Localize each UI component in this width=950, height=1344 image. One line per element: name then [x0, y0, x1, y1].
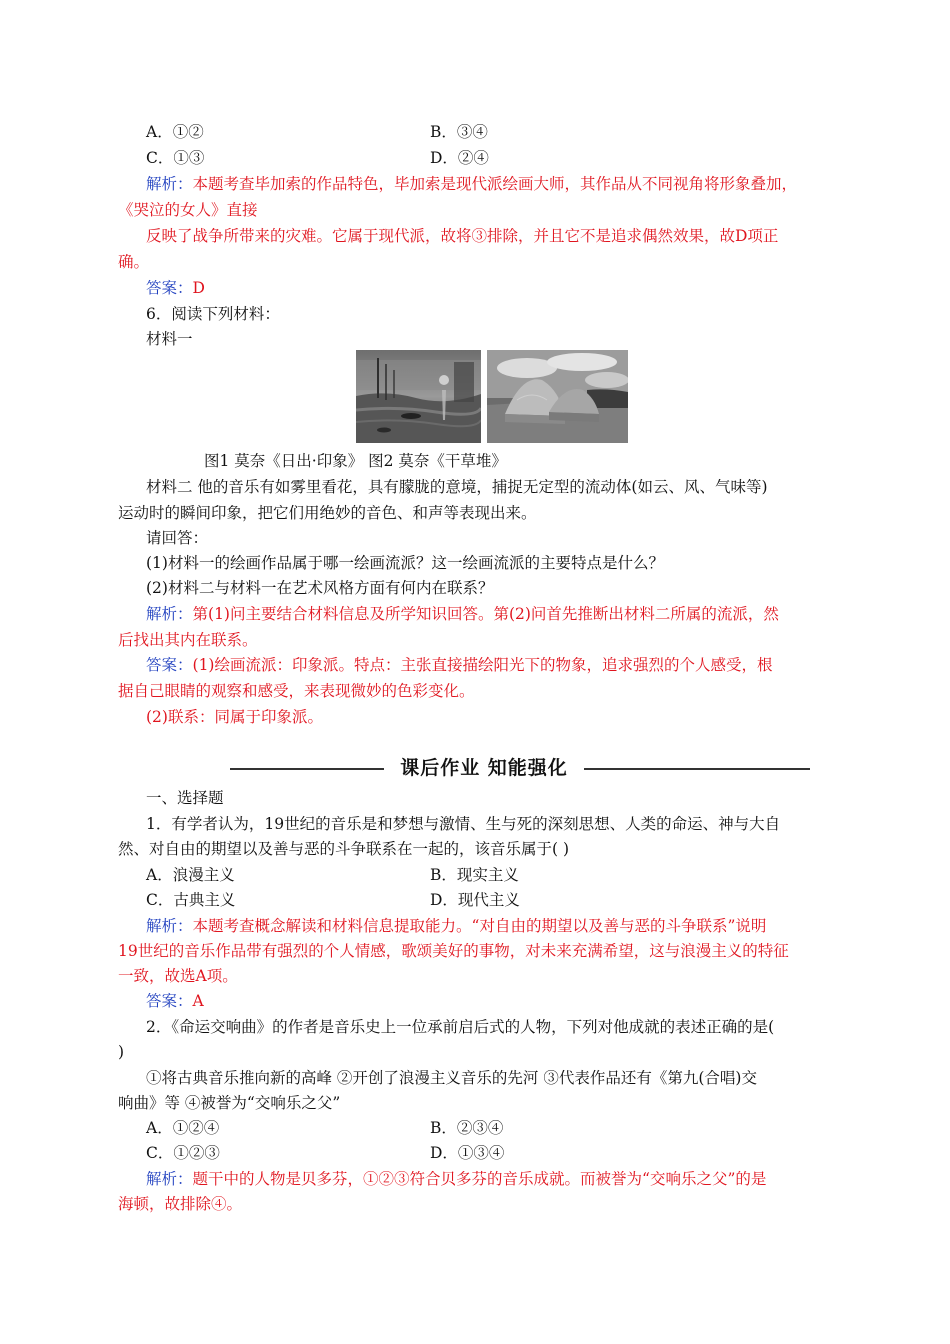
h1-analysis-line: 一致，故选A项。	[118, 967, 238, 985]
h1-stem: 然、对自由的期望以及善与恶的斗争联系在一起的，该音乐属于( )	[118, 840, 570, 858]
answer-label: 答案：	[146, 279, 193, 297]
q5-analysis-line: 反映了战争所带来的灾难。它属于现代派，故将③排除，并且它不是追求偶然效果，故D项正	[146, 227, 779, 245]
h2-stem: )	[118, 1043, 125, 1061]
h2-items: 响曲》等 ④被誉为“交响乐之父”	[118, 1094, 341, 1112]
analysis-text: 第(1)问主要结合材料信息及所学知识回答。第(2)问首先推断出材料二所属的流派，然	[192, 605, 779, 623]
q6-analysis-line	[146, 604, 779, 624]
q6-analysis-line: 后找出其内在联系。	[118, 631, 258, 649]
h1-option-c: C．古典主义	[146, 891, 236, 909]
h2-analysis-line	[146, 1169, 766, 1189]
answer-label: 答案：	[146, 992, 193, 1010]
q6-subquestion-1: (1)材料一的绘画作品属于哪一绘画流派？这一绘画流派的主要特点是什么？	[146, 554, 664, 572]
q6-material2: 材料二 他的音乐有如雾里看花，具有朦胧的意境，捕捉无定型的流动体(如云、风、气味等)	[146, 478, 768, 496]
q6-material1-label: 材料一	[146, 330, 193, 348]
analysis-label: 解析：	[146, 175, 193, 193]
h1-answer	[146, 991, 204, 1011]
q6-answer-line: (2)联系：同属于印象派。	[146, 708, 323, 726]
answer-value: D	[192, 279, 205, 297]
q6-answer-line: 据自己眼睛的观察和感受，来表现微妙的色彩变化。	[118, 682, 475, 700]
analysis-text: 题干中的人物是贝多芬，①②③符合贝多芬的音乐成就。而被誉为“交响乐之父”的是	[192, 1170, 767, 1188]
q5-answer	[146, 278, 205, 298]
banner-rule-left	[230, 768, 384, 770]
analysis-label: 解析：	[146, 605, 193, 623]
answer-label: 答案：	[146, 656, 193, 674]
h1-option-d: D．现代主义	[430, 891, 520, 909]
analysis-label: 解析：	[146, 917, 193, 935]
q5-analysis-line	[146, 174, 797, 194]
q5-analysis-line: 确。	[118, 253, 150, 271]
q5-option-b: B．③④	[430, 123, 488, 141]
q5-option-d: D．②④	[430, 149, 489, 167]
monet-haystacks-image	[487, 350, 628, 443]
q6-material2: 运动时的瞬间印象，把它们用绝妙的音色、和声等表现出来。	[118, 504, 537, 522]
q6-ask: 请回答：	[146, 529, 209, 547]
q5-option-a: A．①②	[146, 123, 204, 141]
h2-option-a: A．①②④	[146, 1119, 220, 1137]
q5-analysis-line: 《哭泣的女人》直接	[118, 201, 258, 219]
h2-option-d: D．①③④	[430, 1144, 505, 1162]
h2-items: ①将古典音乐推向新的高峰 ②开创了浪漫主义音乐的先河 ③代表作品还有《第九(合唱)交	[146, 1069, 757, 1087]
section-heading: 一、选择题	[146, 789, 224, 807]
h1-stem: 1．有学者认为，19世纪的音乐是和梦想与激情、生与死的深刻思想、人类的命运、神与大自	[146, 815, 781, 833]
q6-answer-line	[146, 655, 772, 675]
h2-option-c: C．①②③	[146, 1144, 220, 1162]
h2-analysis-line: 海顿，故排除④。	[118, 1195, 243, 1213]
q6-subquestion-2: (2)材料二与材料一在艺术风格方面有何内在联系？	[146, 579, 494, 597]
analysis-text: 本题考查概念解读和材料信息提取能力。“对自由的期望以及善与恶的斗争联系”说明	[192, 917, 767, 935]
q5-option-c: C．①③	[146, 149, 205, 167]
h1-option-a: A．浪漫主义	[146, 866, 235, 884]
banner-rule-right	[584, 768, 810, 770]
analysis-label: 解析：	[146, 1170, 193, 1188]
h1-option-b: B．现实主义	[430, 866, 519, 884]
answer-value: A	[192, 992, 204, 1010]
analysis-text: 本题考查毕加索的作品特色，毕加索是现代派绘画大师，其作品从不同视角将形象叠加，	[192, 175, 798, 193]
figure-captions: 图1 莫奈《日出·印象》 图2 莫奈《干草堆》	[204, 452, 507, 470]
h1-analysis-line	[146, 916, 766, 936]
h1-analysis-line: 19世纪的音乐作品带有强烈的个人情感，歌颂美好的事物，对未来充满希望，这与浪漫主义的特征	[118, 942, 789, 960]
answer-text: (1)绘画流派：印象派。特点：主张直接描绘阳光下的物象，追求强烈的个人感受，根	[192, 656, 773, 674]
section-banner-title: 课后作业 知能强化	[400, 757, 568, 779]
h2-option-b: B．②③④	[430, 1119, 504, 1137]
monet-impression-sunrise-image	[356, 350, 481, 443]
h2-stem: 2．《命运交响曲》的作者是音乐史上一位承前启后式的人物，下列对他成就的表述正确的是(	[146, 1018, 775, 1036]
q6-stem: 6．阅读下列材料：	[146, 305, 280, 323]
